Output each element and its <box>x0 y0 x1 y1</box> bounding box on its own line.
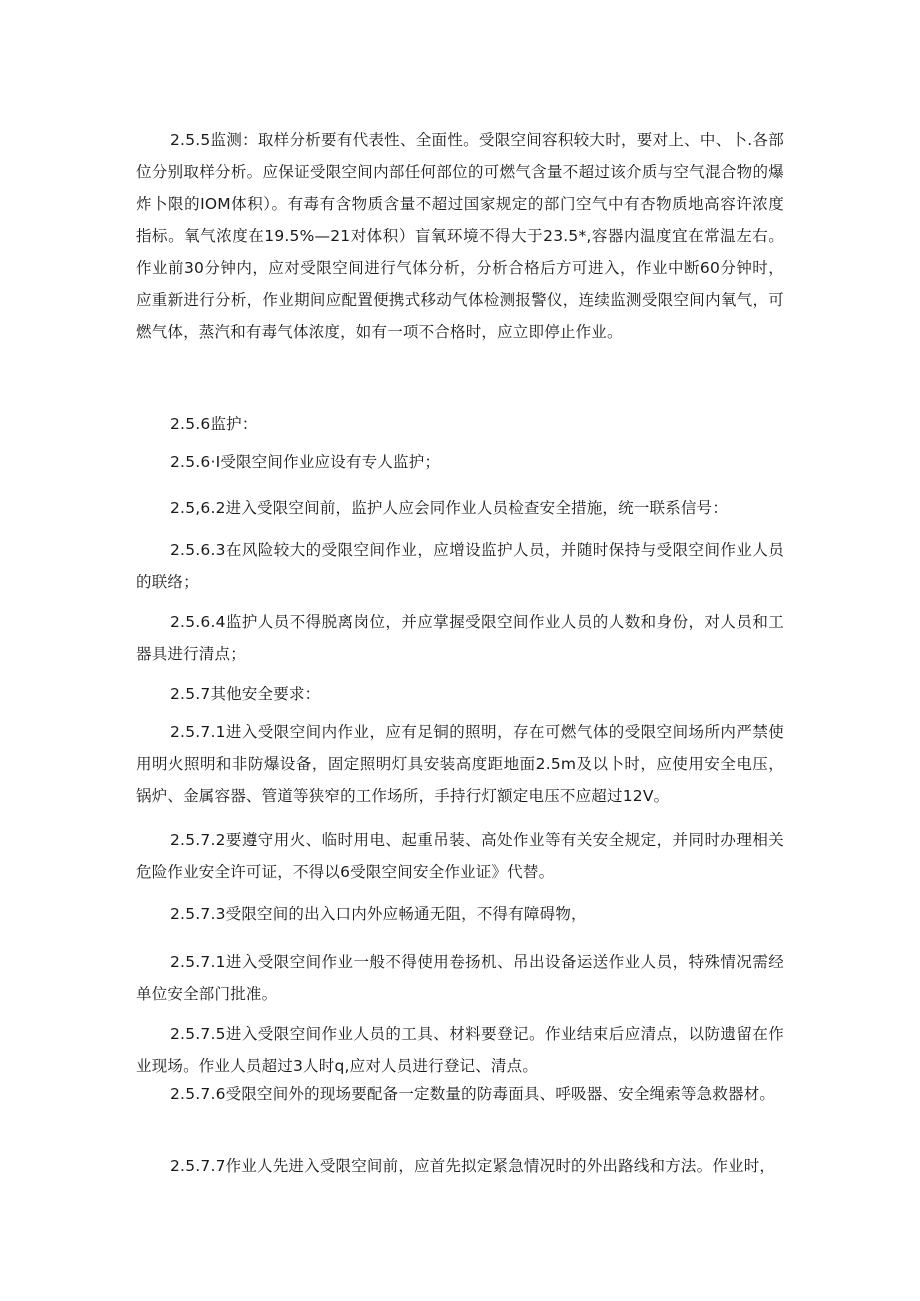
paragraph-2-5-7: 2.5.7其他安全要求： <box>170 685 321 703</box>
paragraph-2-5-7-4: 2.5.7.1进入受限空间作业一般不得使用卷扬机、吊出设备运送作业人员，特殊情况需经单位安全部门批准。 <box>136 953 784 1003</box>
paragraph-2-5-6-4: 2.5.6.4监护人员不得脱离岗位，并应掌握受限空间作业人员的人数和身份，对人员和工器具进行清点； <box>136 613 784 663</box>
paragraph-2-5-7-2: 2.5.7.2要遵守用火、临时用电、起重吊装、高处作业等有关安全规定，并同时办理相关危险作业安全许可证，不得以6受限空间安全作业证》代替。 <box>136 831 784 881</box>
paragraph-2-5-7-5: 2.5.7.5进入受限空间作业人员的工具、材料要登记。作业结束后应清点，以防遗留在作业现场。作业人员超过3人时q,应对人员进行登记、清点。 <box>136 1025 784 1075</box>
paragraph-2-5-7-3: 2.5.7.3受限空间的出入口内外应畅通无阻，不得有障碍物， <box>170 905 587 923</box>
paragraph-2-5-7-1: 2.5.7.1进入受限空间内作业，应有足铜的照明，存在可燃气体的受限空间场所内严禁使用明火照明和非防爆设备，固定照明灯具安装高度距地面2.5m及以卜时，应使用安全电压，锅炉、金属容器、管道等狭窄的工作场所，手持行灯额定电压不应超过12V。 <box>136 723 784 805</box>
paragraph-2-5-6: 2.5.6监护： <box>170 415 258 433</box>
paragraph-2-5-7-7: 2.5.7.7作业人先进入受限空间前，应首先拟定紧急情况时的外出路线和方法。作业时， <box>170 1157 776 1175</box>
paragraph-2-5-7-6: 2.5.7.6受限空间外的现场要配备一定数量的防毒面具、呼吸器、安全绳索等急救器材。 <box>170 1085 776 1103</box>
paragraph-2-5-6-3: 2.5.6.3在风险较大的受限空间作业，应增设监护人员，并随时保持与受限空间作业人员的联络； <box>136 541 784 591</box>
paragraph-2-5-6-2: 2.5,6.2进入受限空间前，监护人应会同作业人员检查安全措施，统一联系信号： <box>170 499 729 517</box>
paragraph-2-5-5: 2.5.5监测：取样分析要有代表性、全面性。受限空间容积较大时，要对上、中、卜.各部位分别取样分析。应保证受限空间内部任何部位的可燃气含量不超过该介质与空气混合物的爆炸卜限的IOM体积）。有毒有含物质含量不超过国家规定的部门空气中有杏物质地高容许浓度指标。氧气浓度在19.5%—21对体积）盲氧环境不得大于23.5*,容器内温度宜在常温左右。作业前30分钟内，应对受限空间进行气体分析，分析合格后方可进入，作业中断60分钟时，应重新进行分析，作业期间应配置便携式移动气体检测报警仪，连续监测受限空间内氧气，可燃气体，蒸汽和有毒气体浓度，如有一项不合格时，应立即停止作业。 <box>136 131 784 341</box>
paragraph-2-5-6-1: 2.5.6·I受限空间作业应设有专人监护； <box>170 453 441 471</box>
